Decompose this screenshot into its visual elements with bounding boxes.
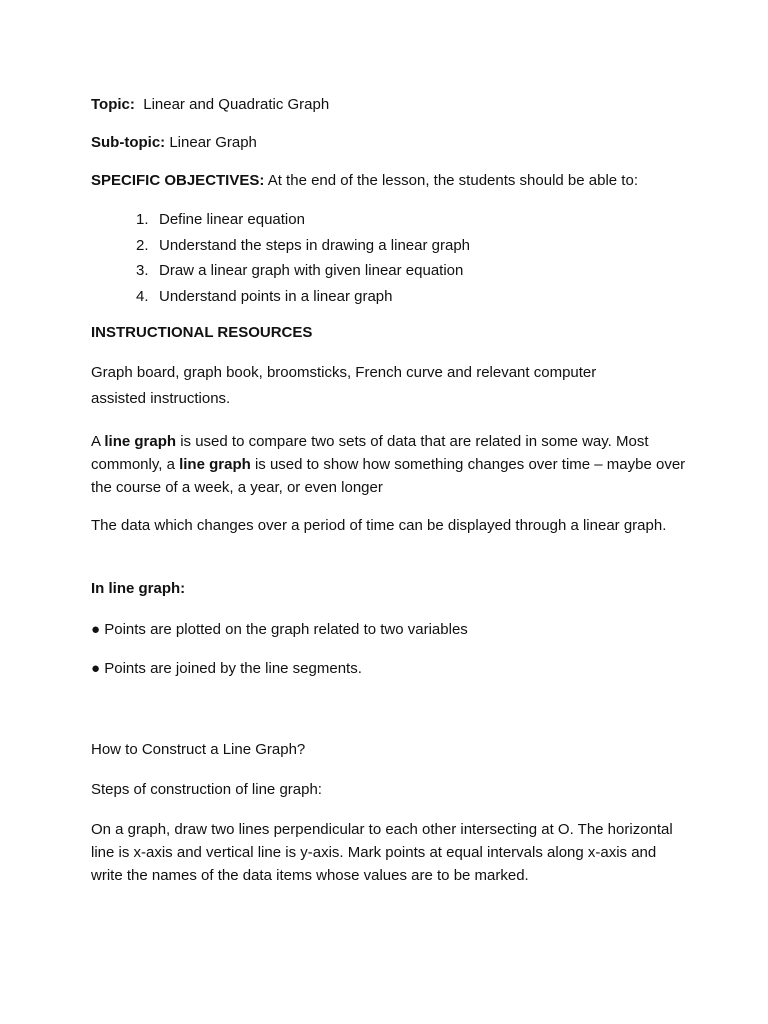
- bullet-item: ● Points are plotted on the graph related to two variables: [91, 621, 468, 638]
- objectives-list: [136, 207, 470, 309]
- paragraph-bold-term: line graph: [179, 456, 251, 473]
- topic-line: [91, 93, 329, 116]
- resources-text: Graph board, graph book, broomsticks, French curve and relevant computer assisted instructions.: [91, 364, 597, 407]
- objectives-text: At the end of the lesson, the students should be able to:: [267, 172, 638, 189]
- objectives-label: SPECIFIC OBJECTIVES:: [91, 172, 265, 189]
- subtopic-line: [91, 131, 257, 154]
- list-item-number: 1.: [136, 211, 149, 228]
- list-item-text: Understand points in a linear graph: [159, 287, 393, 305]
- data-paragraph: The data which changes over a period of time can be displayed through a linear graph.: [91, 517, 667, 534]
- topic-text: Linear and Quadratic Graph: [143, 96, 330, 113]
- list-item: [136, 233, 470, 259]
- list-item-text: Understand the steps in drawing a linear graph: [159, 236, 471, 254]
- list-item-number: 4.: [136, 287, 149, 305]
- topic-label: Topic:: [91, 96, 135, 113]
- line-graph-paragraph: [91, 430, 691, 499]
- objectives-intro: [91, 169, 638, 192]
- list-item-number: 2.: [136, 236, 149, 254]
- bullet-item: ● Points are joined by the line segments.: [91, 660, 362, 677]
- resources-heading: INSTRUCTIONAL RESOURCES: [91, 324, 313, 341]
- list-item-number: 3.: [136, 262, 149, 280]
- paragraph-text: is used to compare two sets of data that are related in some way. Most commonly, a: [91, 433, 649, 473]
- list-item-text: Draw a linear graph with given linear equation: [159, 262, 464, 280]
- paragraph-text: A: [91, 433, 105, 450]
- paragraph-text: is used to show how something changes over time – maybe over the course of a week, a year, or even longer: [91, 456, 686, 496]
- list-item: [136, 258, 470, 284]
- list-item: [136, 284, 470, 310]
- construct-question: How to Construct a Line Graph?: [91, 741, 306, 758]
- paragraph-bold-term: line graph: [104, 433, 177, 450]
- subtopic-text: Linear Graph: [169, 134, 257, 151]
- subtopic-label: Sub-topic:: [91, 134, 166, 151]
- list-item: [136, 207, 470, 233]
- steps-paragraph: On a graph, draw two lines perpendicular to each other intersecting at O. The horizontal line is x-axis and vertical line is y-axis. Mark points at equal intervals along x-axis and write the names of the data items whose values are to be marked.: [91, 821, 673, 884]
- in-line-graph-heading: In line graph:: [91, 580, 186, 597]
- steps-heading: Steps of construction of line graph:: [91, 781, 322, 798]
- list-item-text: Define linear equation: [159, 211, 305, 228]
